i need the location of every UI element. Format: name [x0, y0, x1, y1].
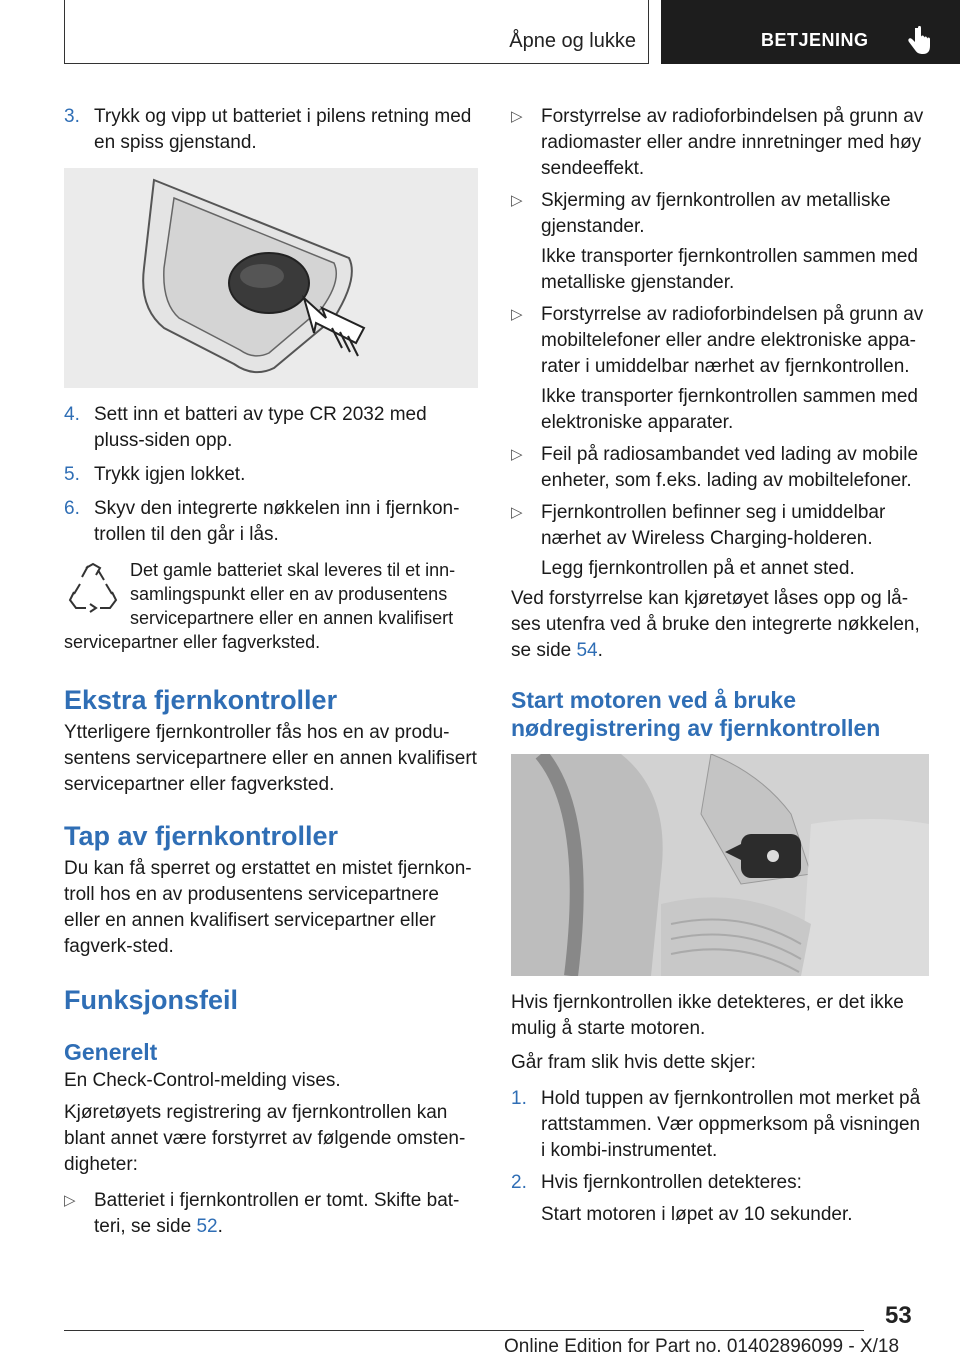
section-title: Åpne og lukke [509, 30, 636, 52]
general-text-1: En Check-Control-melding vises. [64, 1070, 341, 1091]
page-link-54[interactable]: 54 [576, 640, 598, 661]
bullet-battery-empty [64, 1188, 478, 1240]
start-step-2-subtext: Start motoren i løpet av 10 sekunder. [541, 1204, 853, 1225]
footer-divider [64, 1330, 864, 1331]
step-number: 1. [511, 1088, 527, 1109]
recycle-note-text: Det gamle batteriet skal leveres til et inn-samlingspunkt eller en av produsentens servicepartnere eller en annen kvalifisert [130, 560, 456, 628]
left-column [64, 104, 478, 1240]
bullet-text: Batteriet i fjernkontrollen er tomt. Skifte bat-teri, se side [94, 1190, 460, 1237]
chapter-tab[interactable] [661, 0, 960, 64]
triangle-bullet-icon: ▷ [511, 504, 523, 521]
right-column [511, 104, 929, 1228]
step-number: 6. [64, 498, 80, 519]
triangle-bullet-icon: ▷ [511, 446, 523, 463]
heading-emergency-start: Start motoren ved å bruke nødregistrering av fjernkontrollen [511, 687, 881, 741]
step-3 [64, 104, 478, 156]
heading-extra-remotes: Ekstra fjernkontroller [64, 685, 338, 715]
bullet-end: . [217, 1216, 223, 1237]
step-5 [64, 462, 478, 488]
bullet-text: Forstyrrelse av radioforbindelsen på grunn av radiomaster eller andre innretninger med høy sendeeffekt. [541, 106, 924, 179]
recycle-icon [68, 562, 118, 614]
bullet-wireless-charging [511, 500, 929, 552]
start-step-2 [511, 1170, 929, 1196]
bullet-radio-masts [511, 104, 929, 182]
page-link-52[interactable]: 52 [196, 1216, 218, 1237]
proceed-text: Går fram slik hvis dette skjer: [511, 1052, 756, 1073]
steering-column-drawing [511, 754, 929, 976]
step-number: 4. [64, 404, 80, 425]
unlock-text [511, 586, 929, 664]
bullet-metal-subtext: Ikke transporter fjernkontrollen sammen med metalliske gjenstander. [541, 246, 918, 293]
general-text-2: Kjøretøyets registrering av fjernkontrollen kan blant annet være forstyrret av følgende omsten-digheter: [64, 1102, 466, 1175]
step-text: Sett inn et batteri av type CR 2032 med pluss-siden opp. [94, 404, 427, 451]
edition-text: Online Edition for Part no. 01402896099 - X/18 [504, 1336, 900, 1357]
bullet-text: Feil på radiosambandet ved lading av mobile enheter, som f.eks. lading av mobiltelefoner. [541, 444, 919, 491]
step-number: 5. [64, 464, 80, 485]
bullet-mobile-subtext: Ikke transporter fjernkontrollen sammen med elektroniske apparater. [541, 386, 918, 433]
heading-general: Generelt [64, 1039, 158, 1065]
heading-malfunction: Funksjonsfeil [64, 985, 239, 1015]
key-battery-drawing [64, 168, 478, 388]
step-number: 3. [64, 106, 80, 127]
triangle-bullet-icon: ▷ [511, 306, 523, 323]
heading-lost-remote: Tap av fjernkontroller [64, 821, 339, 851]
extra-remotes-text: Ytterligere fjernkontroller fås hos en av produ-sentens servicepartnere eller en annen kvalifisert servicepartner eller fagverksted. [64, 722, 477, 795]
step-4 [64, 402, 478, 454]
bullet-wireless-subtext: Legg fjernkontrollen på et annet sted. [541, 558, 855, 579]
start-step-1 [511, 1086, 929, 1164]
step-number: 2. [511, 1172, 527, 1193]
unlock-text-body: Ved forstyrrelse kan kjøretøyet låses opp og lå-ses utenfra ved å bruke den integrerte nøkkelen, se side [511, 588, 920, 661]
step-text: Hold tuppen av fjernkontrollen mot merket på rattstammen. Vær oppmerksom på visningen i kombi-instrumentet. [541, 1088, 921, 1161]
bullet-text: Fjernkontrollen befinner seg i umiddelbar nærhet av Wireless Charging-holderen. [541, 502, 886, 549]
step-6 [64, 496, 478, 548]
triangle-bullet-icon: ▷ [511, 108, 523, 125]
triangle-bullet-icon: ▷ [511, 192, 523, 209]
bullet-text: Skjerming av fjernkontrollen av metalliske gjenstander. [541, 190, 891, 237]
step-text: Trykk og vipp ut batteriet i pilens retning med en spiss gjenstand. [94, 106, 472, 153]
recycle-note [64, 558, 478, 654]
lost-remote-text: Du kan få sperret og erstattet en mistet fjernkon-troll hos en av produsentens servicepartnere eller en annen kvalifisert servicepartner eller fagverk-sted. [64, 858, 472, 957]
bullet-charging-interference [511, 442, 929, 494]
page-number: 53 [885, 1302, 912, 1329]
unlock-text-end: . [597, 640, 603, 661]
triangle-bullet-icon: ▷ [64, 1192, 76, 1209]
not-detected-text: Hvis fjernkontrollen ikke detekteres, er det ikke mulig å starte motoren. [511, 992, 904, 1039]
key-battery-illustration [64, 168, 478, 388]
bullet-metal-shielding [511, 188, 929, 240]
header-section-box [64, 0, 649, 64]
bullet-text: Forstyrrelse av radioforbindelsen på grunn av mobiltelefoner eller andre elektroniske appa-rater i umiddelbar nærhet av fjernkontrollen. [541, 304, 924, 377]
step-text: Trykk igjen lokket. [94, 464, 246, 485]
step-text: Hvis fjernkontrollen detekteres: [541, 1172, 802, 1193]
chapter-tab-label: BETJENING [761, 30, 869, 50]
pointing-hand-icon [906, 26, 932, 56]
recycle-note-text-cont: servicepartner eller fagverksted. [64, 632, 321, 652]
step-text: Skyv den integrerte nøkkelen inn i fjernkon-trollen til den går i lås. [94, 498, 460, 545]
steering-column-illustration [511, 754, 929, 976]
bullet-mobile-phones [511, 302, 929, 380]
